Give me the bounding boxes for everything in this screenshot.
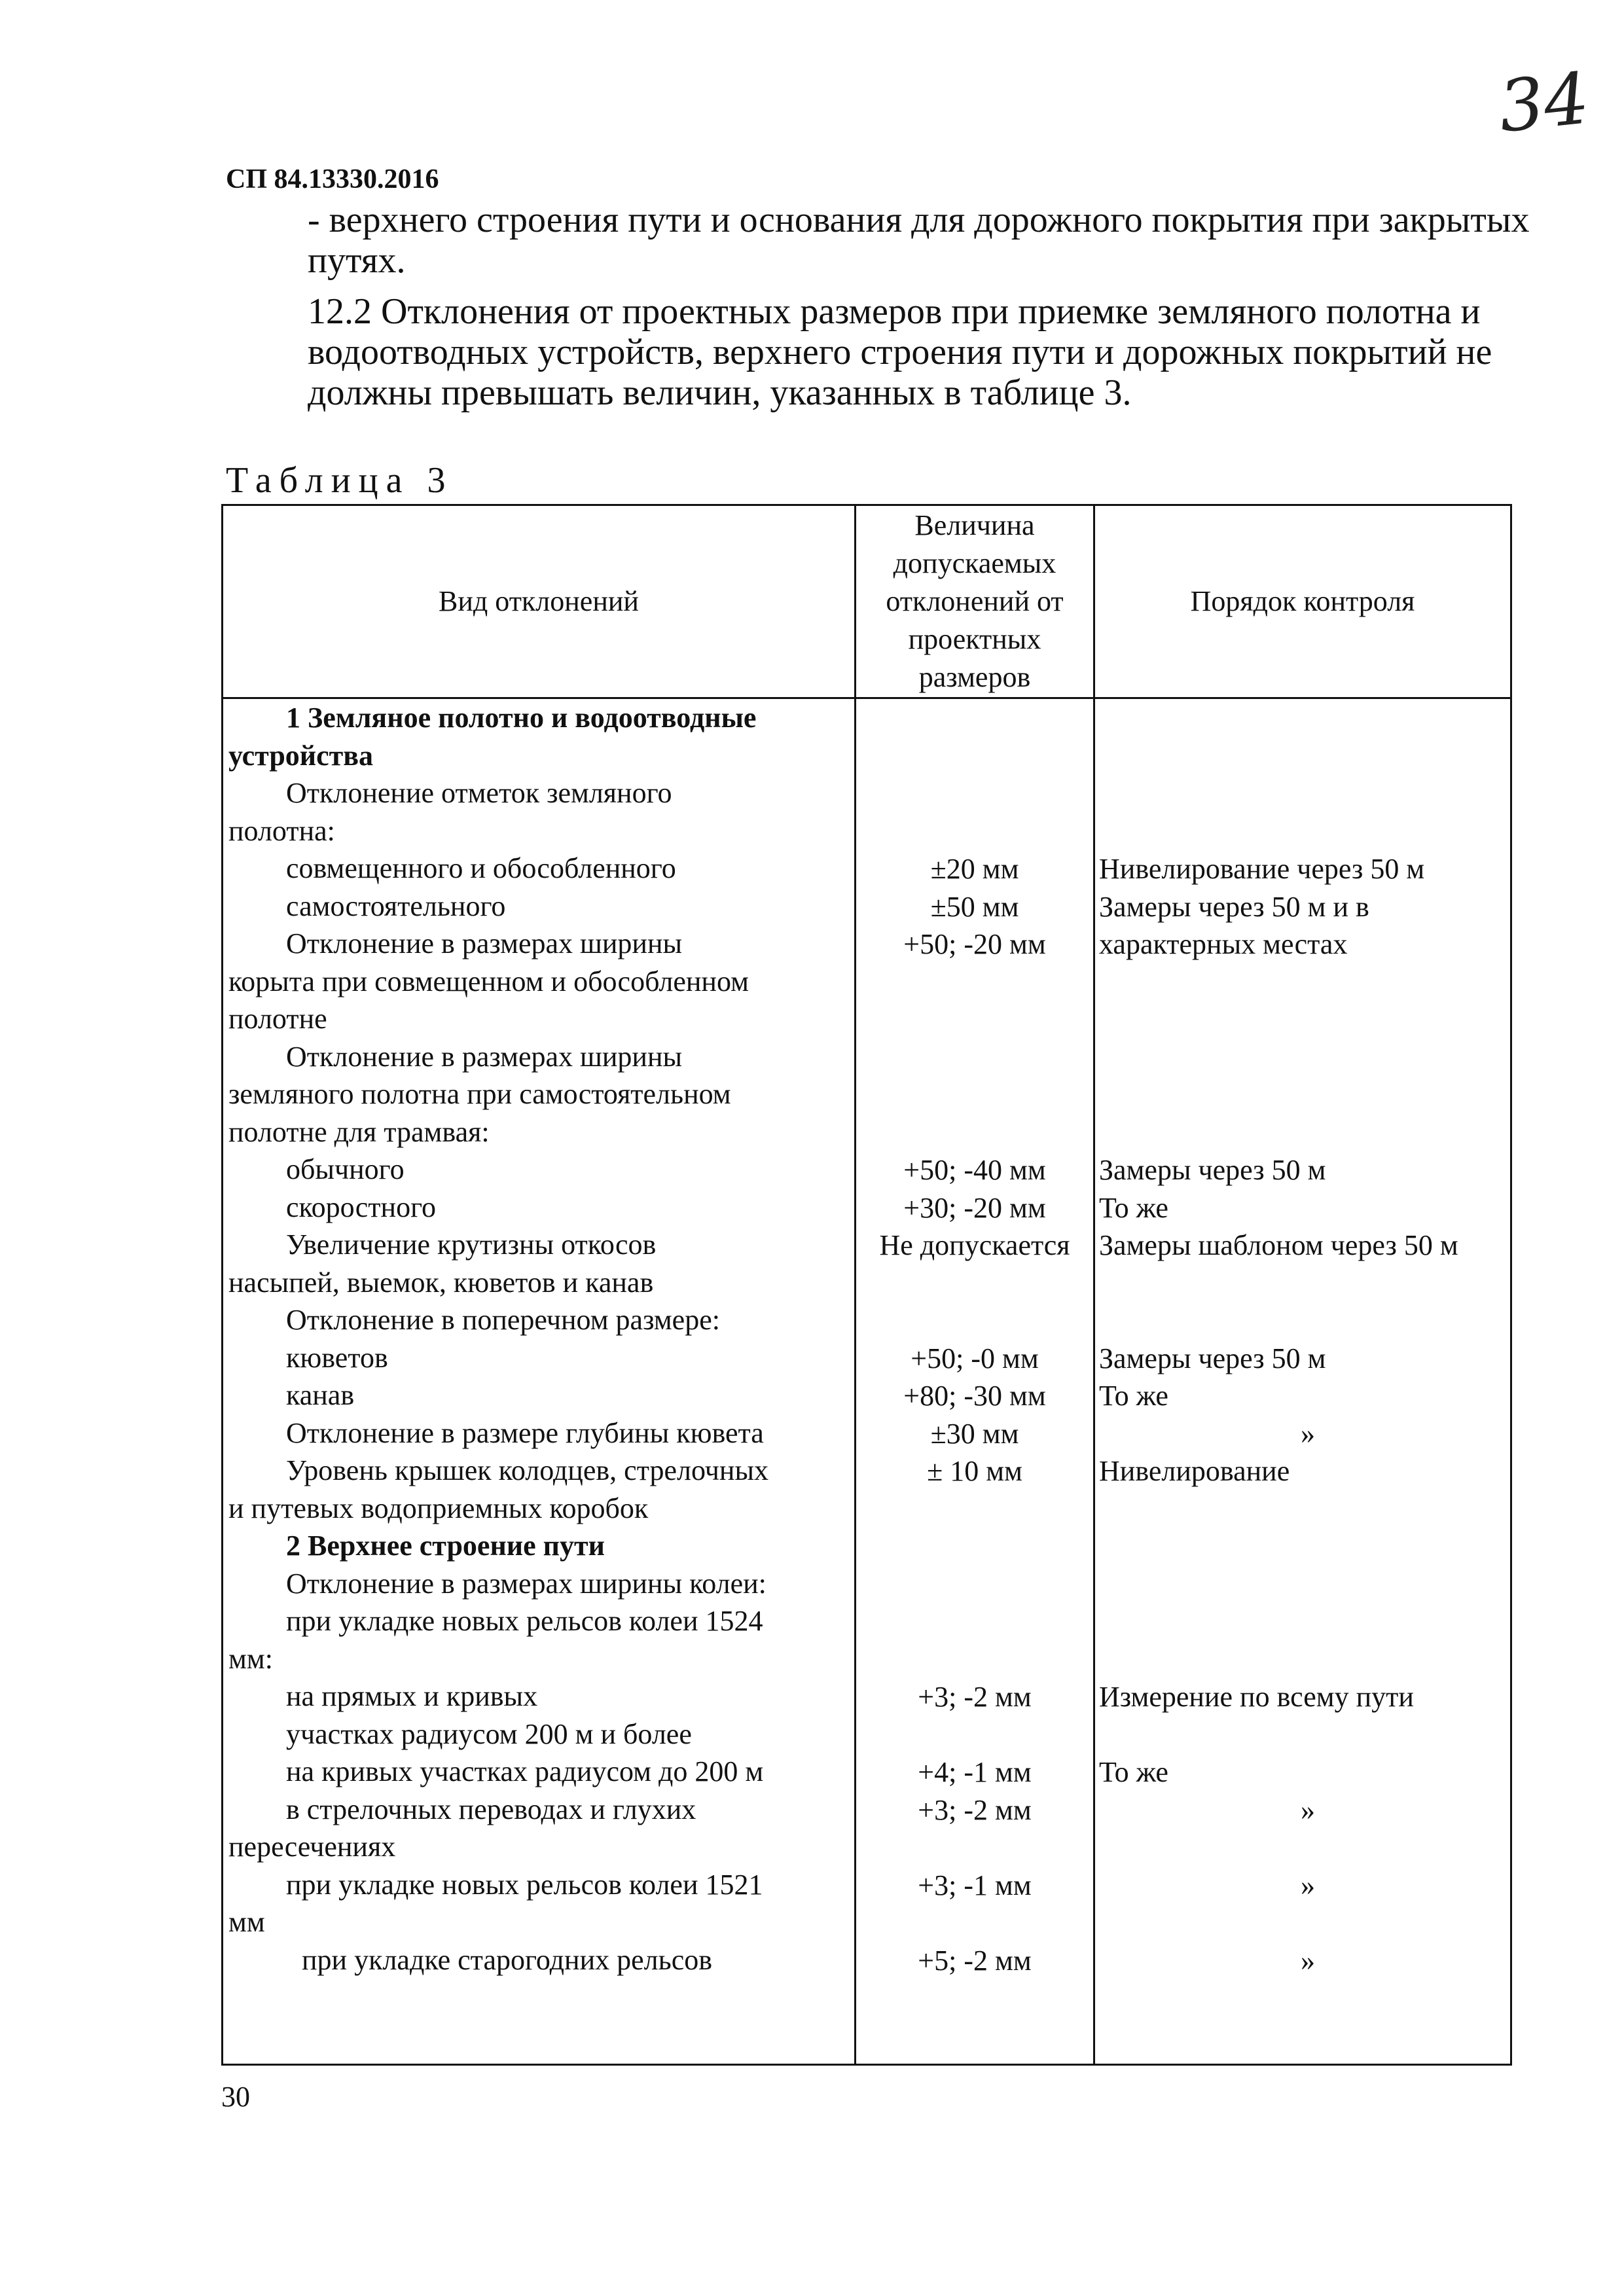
table-cell — [857, 1039, 1092, 1077]
section-heading: 1 Земляное полотно и водоотводные — [286, 702, 757, 734]
table-cell: Отклонение отметок земляного — [286, 777, 672, 809]
table-header-row — [223, 505, 1511, 698]
table-cell — [857, 1265, 1092, 1302]
table-cell: Нивелирование — [1099, 1455, 1290, 1487]
table-cell: самостоятельного — [286, 889, 506, 922]
table-cell: Измерение по всему пути — [1099, 1681, 1414, 1713]
table-cell: Отклонение в размерах ширины — [286, 927, 683, 960]
table-cell — [1099, 1829, 1509, 1867]
ditto-mark: » — [1301, 1417, 1315, 1450]
table-cell — [857, 775, 1092, 813]
table-cell: Замеры через 50 м и в — [1099, 890, 1369, 923]
table-cell — [1099, 963, 1509, 1001]
table-cell — [1099, 1076, 1509, 1114]
table-cell: Отклонение в размерах ширины колеи: — [286, 1567, 767, 1600]
table-cell — [1099, 738, 1509, 776]
table-cell: +3; -2 мм — [918, 1793, 1032, 1826]
table-cell: в стрелочных переводах и глухих — [286, 1793, 696, 1825]
table-cell: Отклонение в поперечном размере: — [286, 1304, 720, 1336]
table-cell: при укладке старогодних рельсов — [302, 1943, 712, 1976]
table-cell — [857, 1302, 1092, 1340]
table-cell: кюветов — [286, 1341, 388, 1374]
table-cell — [857, 738, 1092, 776]
header-deviation-type: Вид отклонений — [223, 505, 856, 698]
table-cell: То же — [1099, 1380, 1168, 1412]
table-cell: и путевых водоприемных коробок — [228, 1492, 649, 1524]
table-cell: полотне для трамвая: — [228, 1115, 490, 1148]
table-caption: Таблица 3 — [226, 460, 454, 501]
table-cell: скоростного — [286, 1191, 437, 1223]
deviations-table — [221, 504, 1512, 2066]
table-cell — [1099, 1039, 1509, 1077]
table-cell: ±20 мм — [930, 853, 1019, 885]
table-cell: пересечениях — [228, 1831, 396, 1863]
table-cell — [857, 1001, 1092, 1039]
table-cell — [857, 1566, 1092, 1604]
table-cell: +50; -20 мм — [903, 928, 1046, 960]
table-cell: канав — [286, 1379, 355, 1411]
ditto-mark: » — [1301, 1869, 1315, 1901]
table-cell — [1099, 775, 1509, 813]
table-cell — [857, 963, 1092, 1001]
table-cell: ±30 мм — [930, 1417, 1019, 1450]
table-cell: Отклонение в размере глубины кювета — [286, 1416, 764, 1449]
table-cell: участках радиусом 200 м и более — [286, 1717, 692, 1750]
table-cell: мм — [228, 1906, 265, 1938]
ditto-mark: » — [1301, 1793, 1315, 1826]
table-cell — [857, 700, 1092, 738]
table-cell — [1099, 1001, 1509, 1039]
header-control-method: Порядок контроля — [1094, 505, 1511, 698]
table-cell — [1099, 813, 1509, 851]
table-cell — [857, 1114, 1092, 1152]
table-cell: земляного полотна при самостоятельном — [228, 1078, 731, 1110]
table-cell — [857, 1076, 1092, 1114]
table-cell: +50; -0 мм — [911, 1342, 1039, 1374]
table-cell — [857, 1528, 1092, 1566]
table-cell — [1099, 1114, 1509, 1152]
table-cell: +4; -1 мм — [918, 1756, 1032, 1788]
table-cell: Не допускается — [879, 1229, 1070, 1261]
table-cell — [1099, 1528, 1509, 1566]
table-cell: Отклонение в размерах ширины — [286, 1040, 683, 1073]
table-cell — [1099, 1265, 1509, 1302]
document-code: СП 84.13330.2016 — [226, 164, 439, 194]
table-cell: обычного — [286, 1153, 405, 1185]
table-cell: характерных местах — [1099, 928, 1348, 960]
table-cell: мм: — [228, 1642, 273, 1675]
table-cell: ±50 мм — [930, 890, 1019, 923]
section-heading: 2 Верхнее строение пути — [286, 1530, 605, 1562]
table-cell — [857, 1829, 1092, 1867]
table-cell: +5; -2 мм — [918, 1944, 1032, 1977]
table-cell — [1099, 1302, 1509, 1340]
ditto-mark: » — [1301, 1944, 1315, 1977]
table-cell: +3; -1 мм — [918, 1869, 1032, 1901]
section-heading-cont: устройства — [228, 739, 374, 772]
column-deviation-type — [223, 698, 856, 2065]
table-cell: Нивелирование через 50 м — [1099, 853, 1425, 885]
table-cell: Увеличение крутизны откосов — [286, 1229, 657, 1261]
column-control-method — [1094, 698, 1511, 2065]
table-cell: То же — [1099, 1756, 1168, 1788]
table-cell — [857, 1716, 1092, 1754]
page-number: 30 — [221, 2081, 250, 2113]
table-cell: на прямых и кривых — [286, 1680, 538, 1712]
table-cell: +30; -20 мм — [903, 1191, 1046, 1224]
table-cell: полотне — [228, 1003, 327, 1035]
table-cell: +3; -2 мм — [918, 1681, 1032, 1713]
table-cell: корыта при совмещенном и обособленном — [228, 965, 749, 997]
table-cell: Замеры через 50 м — [1099, 1342, 1326, 1374]
table-cell: Замеры шаблоном через 50 м — [1099, 1229, 1458, 1261]
table-cell: То же — [1099, 1191, 1168, 1224]
table-cell — [1099, 1641, 1509, 1679]
intro-paragraph-2: 12.2 Отклонения от проектных размеров при приемке земляного полотна и водоотводных устройств, верхнего строения пути и дорожных покрытий не должны превышать величин, указанных в таблице 3. — [308, 291, 1492, 413]
table-cell: при укладке новых рельсов колеи 1524 — [286, 1605, 763, 1637]
table-cell — [1099, 1716, 1509, 1754]
table-cell: насыпей, выемок, кюветов и канав — [228, 1266, 654, 1299]
table-cell — [857, 1490, 1092, 1528]
table-cell: +80; -30 мм — [903, 1380, 1046, 1412]
column-allowed-deviation — [856, 698, 1094, 2065]
header-allowed-deviation: Величина допускаемых отклонений от проектных размеров — [856, 505, 1094, 698]
table-cell — [857, 1904, 1092, 1942]
table-cell — [1099, 1904, 1509, 1942]
handwritten-page-number: 34 — [1494, 58, 1593, 149]
table-cell — [1099, 1566, 1509, 1604]
table-cell: +50; -40 мм — [903, 1154, 1046, 1186]
table-cell: на кривых участках радиусом до 200 м — [286, 1755, 764, 1787]
table-cell — [1099, 1603, 1509, 1641]
table-body-row — [223, 698, 1511, 2065]
table-cell — [1099, 1490, 1509, 1528]
table-cell: Уровень крышек колодцев, стрелочных — [286, 1454, 769, 1486]
table-cell — [1099, 700, 1509, 738]
table-cell: при укладке новых рельсов колеи 1521 — [286, 1868, 763, 1901]
table-cell: полотна: — [228, 814, 335, 847]
intro-paragraph-1: - верхнего строения пути и основания для дорожного покрытия при закрытых путях. — [308, 200, 1530, 281]
table-cell — [857, 813, 1092, 851]
table-cell — [857, 1603, 1092, 1641]
table-cell: совмещенного и обособленного — [286, 852, 676, 884]
table-cell: ± 10 мм — [927, 1455, 1022, 1487]
table-cell — [857, 1641, 1092, 1679]
table-cell: Замеры через 50 м — [1099, 1154, 1326, 1186]
